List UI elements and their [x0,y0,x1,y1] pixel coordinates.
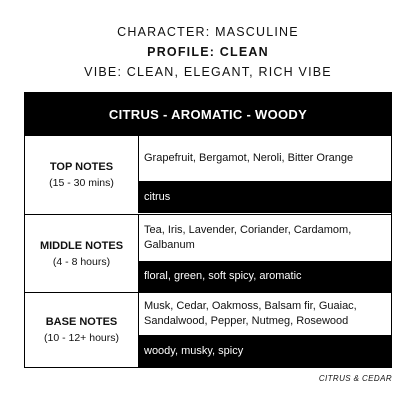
table-row-middle-notes [25,214,391,292]
table-title-banner: CITRUS - AROMATIC - WOODY [25,93,391,136]
top-notes-label-cell [25,136,139,213]
middle-notes-duration: (4 - 8 hours) [52,255,111,268]
top-notes-list: Grapefruit, Bergamot, Neroli, Bitter Orange [139,136,391,180]
middle-notes-title: MIDDLE NOTES [39,239,124,252]
top-notes-duration: (15 - 30 mins) [49,176,114,189]
middle-notes-label-cell [25,215,139,292]
base-notes-title: BASE NOTES [45,316,118,328]
base-notes-accord: woody, musky, spicy [139,335,391,367]
middle-notes-accord: floral, green, soft spicy, aromatic [139,261,391,292]
vibe-line: VIBE: CLEAN, ELEGANT, RICH VIBE [84,65,332,79]
top-notes-accord: citrus [139,181,391,213]
table-row-top-notes [25,136,391,213]
top-notes-title: TOP NOTES [49,160,114,173]
base-notes-list: Musk, Cedar, Oakmoss, Balsam fir, Guaiac, Sandalwood, Pepper, Nutmeg, Rosewood [139,293,391,335]
middle-notes-list: Tea, Iris, Lavender, Coriander, Cardamom, Galbanum [139,215,391,261]
profile-line: PROFILE: CLEAN [147,45,269,59]
brand-footer: CITRUS & CEDAR [318,374,392,383]
base-notes-label-cell [25,293,139,367]
notes-table [24,92,392,368]
table-row-base-notes [25,292,391,367]
character-line: CHARACTER: MASCULINE [117,25,299,39]
base-notes-duration: (10 - 12+ hours) [44,332,119,344]
